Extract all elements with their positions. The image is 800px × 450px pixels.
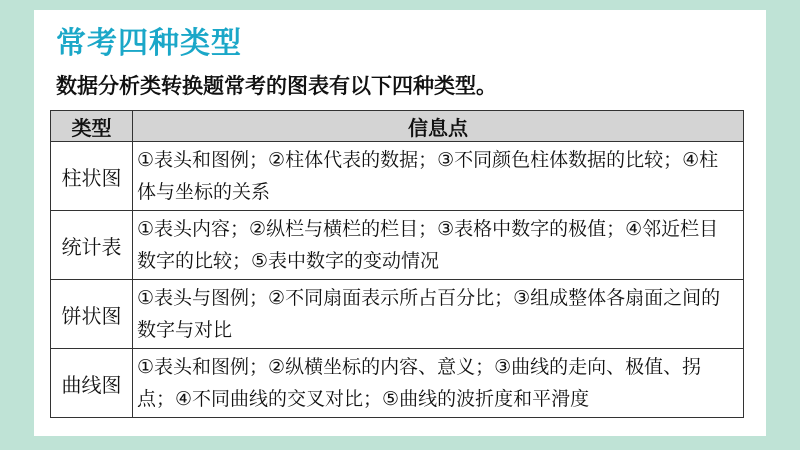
row-type-stat-table: 统计表 — [51, 211, 133, 280]
table-row — [51, 142, 744, 211]
row-points-bar-chart: ①表头和图例；②柱体代表的数据；③不同颜色柱体数据的比较；④柱体与坐标的关系 — [133, 142, 744, 211]
header-type: 类型 — [51, 111, 133, 142]
row-type-pie-chart: 饼状图 — [51, 280, 133, 349]
table-row — [51, 280, 744, 349]
slide-heading: 常考四种类型 — [56, 26, 242, 61]
row-type-bar-chart: 柱状图 — [51, 142, 133, 211]
table-row — [51, 349, 744, 418]
row-type-line-chart: 曲线图 — [51, 349, 133, 418]
slide-card — [34, 10, 766, 436]
header-points: 信息点 — [133, 111, 744, 142]
row-points-stat-table: ①表头内容；②纵栏与横栏的栏目；③表格中数字的极值；④邻近栏目数字的比较；⑤表中数字的变动情况 — [133, 211, 744, 280]
intro-text: 数据分析类转换题常考的图表有以下四种类型。 — [56, 74, 497, 98]
table-header-row — [51, 111, 744, 142]
table-row — [51, 211, 744, 280]
row-points-line-chart: ①表头和图例；②纵横坐标的内容、意义；③曲线的走向、极值、拐点；④不同曲线的交叉对比；⑤曲线的波折度和平滑度 — [133, 349, 744, 418]
chart-types-table — [50, 110, 744, 418]
row-points-pie-chart: ①表头与图例；②不同扇面表示所占百分比；③组成整体各扇面之间的数字与对比 — [133, 280, 744, 349]
